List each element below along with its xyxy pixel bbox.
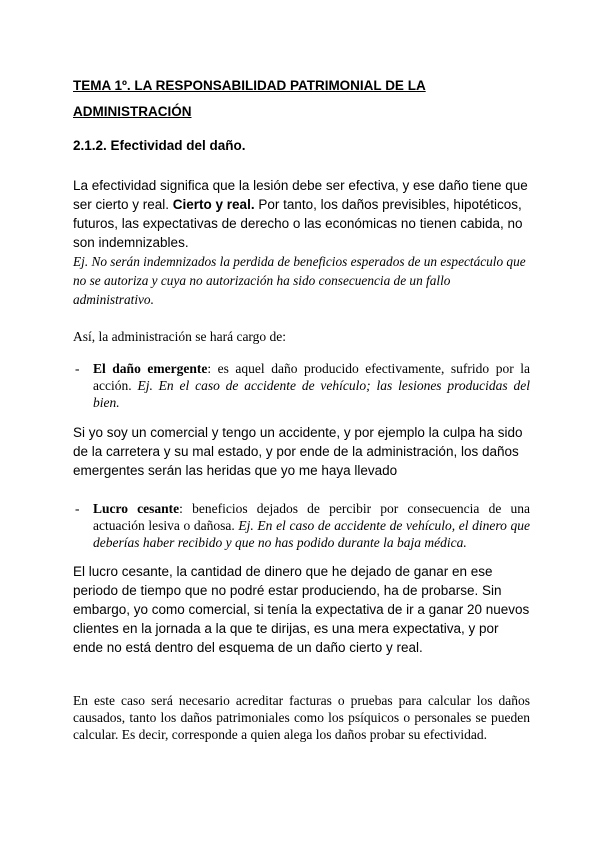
bullet-dash: - [75, 501, 80, 516]
bullet-text: : es aquel daño producido efectivamente, sufrido por la acción. [93, 361, 530, 393]
paragraph-text: Por tanto, los daños previsibles, hipotéticos, futuros, las expectativas de derecho o las económicas no tienen cabida, no son indemnizables. [73, 197, 523, 250]
section-heading: 2.1.2. Efectividad del daño. [73, 138, 246, 153]
list-item-lucro-cesante [73, 500, 530, 551]
example-text: Ej. En el caso de accidente de vehículo, el dinero que deberías haber recibido y que no has podido durante la baja médica. [93, 518, 530, 550]
bold-phrase: Cierto y real. [172, 197, 255, 212]
list-item-dano-emergente [73, 360, 530, 411]
example-text: Ej. No serán indemnizados la perdida de beneficios esperados de un espectáculo que no se autoriza y cuya no autorización ha sido consecuencia de un fallo administrativo. [73, 254, 526, 307]
paragraph-efectividad [73, 176, 530, 309]
example-text: Ej. En el caso de accidente de vehículo; las lesiones producidas del bien. [93, 378, 530, 410]
document-title: TEMA 1º. LA RESPONSABILIDAD PATRIMONIAL DE LA ADMINISTRACIÓN [73, 78, 426, 119]
paragraph-lucro-cesante: El lucro cesante, la cantidad de dinero que he dejado de ganar en ese periodo de tiempo que no podré estar produciendo, ha de probarse. Sin embargo, yo como comercial, si tenía la expectativa de ir a ganar 20 nuevos clientes en la jornada a la que te dirijas, es una mera expectativa, y por ende no está dentro del esquema de un daño cierto y real. [73, 564, 530, 655]
bullet-term: El daño emergente [93, 361, 208, 376]
bullet-term: Lucro cesante [93, 501, 180, 516]
paragraph-intro-list: Así, la administración se hará cargo de: [73, 329, 287, 344]
bullet-text: : beneficios dejados de percibir por consecuencia de una actuación lesiva o dañosa. [93, 501, 530, 533]
paragraph-acreditar: En este caso será necesario acreditar facturas o pruebas para calcular los daños causados, tanto los daños patrimoniales como los psíquicos o personales se pueden calcular. Es decir, corresponde a quien alega los daños probar su efectividad. [73, 693, 530, 742]
bullet-dash: - [75, 361, 80, 376]
paragraph-text: La efectividad significa que la lesión debe ser efectiva, y ese daño tiene que ser cierto y real. [73, 178, 528, 212]
paragraph-comercial: Si yo soy un comercial y tengo un accidente, y por ejemplo la culpa ha sido de la carretera y su mal estado, y por ende de la administración, los daños emergentes serán las heridas que yo me haya llevado [73, 425, 523, 478]
